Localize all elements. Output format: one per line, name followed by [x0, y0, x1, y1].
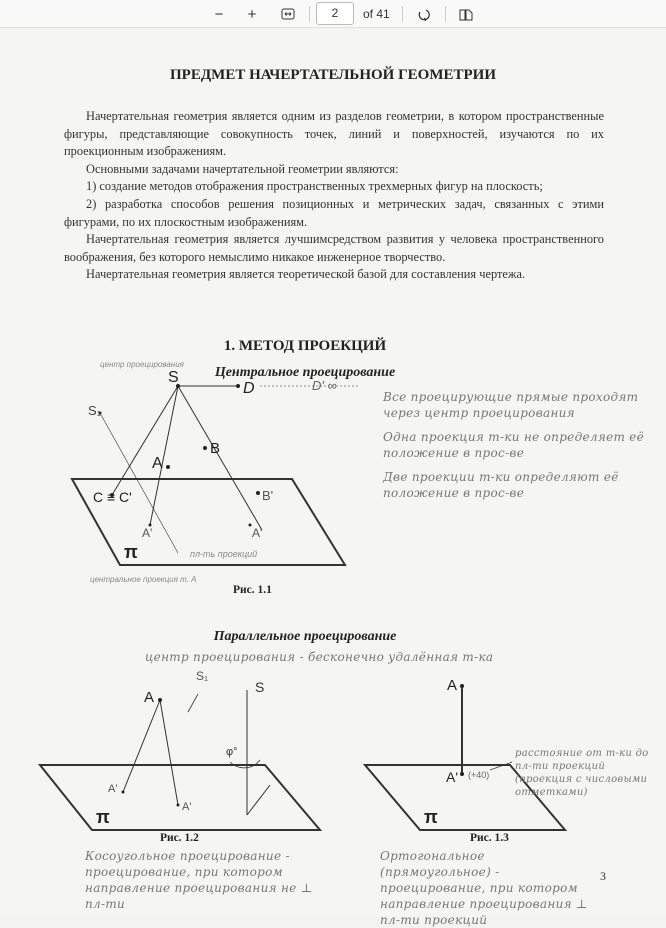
- fig3-height: (+40): [468, 770, 490, 780]
- label-b: B: [210, 440, 221, 457]
- label-b1: B': [262, 488, 274, 503]
- caption-fig-1-3: Рис. 1.3: [470, 832, 509, 844]
- label-a1: A': [142, 526, 153, 540]
- paragraph: Начертательная геометрия является теоретической базой для составления чертежа.: [86, 267, 526, 282]
- page-number: 3: [600, 869, 606, 883]
- subheading-parallel: Параллельное проецирование: [213, 629, 397, 644]
- label-s1: S₁: [88, 403, 102, 418]
- fig2-label-a1: A': [108, 783, 118, 795]
- fig2-label-a2: A': [182, 801, 192, 813]
- zoom-out-button[interactable]: −: [214, 5, 224, 23]
- pdf-page: [0, 29, 666, 927]
- handwritten-note: Две проекции т-ки определяют её положение в прос-ве: [383, 470, 619, 500]
- label-s: S: [168, 369, 179, 386]
- fig2-label-phi: φ°: [226, 746, 238, 758]
- zoom-in-button[interactable]: +: [247, 5, 257, 23]
- figure-1-1: [72, 360, 360, 584]
- paragraph: Основными задачами начертательной геометрии являются:: [86, 161, 399, 176]
- note-plane: пл-ть проекций: [190, 549, 258, 559]
- fig3-label-a: A: [447, 677, 458, 694]
- fig3-label-pi: π: [424, 807, 438, 827]
- fig2-label-a: A: [144, 689, 155, 706]
- paragraph: Начертательная геометрия является лучшимсредством развития у человека пространственного воображения, без которого немыслимо никакое инженерное творчество.: [64, 232, 604, 264]
- fig2-label-s1: S₁: [196, 669, 209, 683]
- handwritten-note: Одна проекция т-ки не определяет её положение в прос-ве: [383, 430, 645, 460]
- page-title: ПРЕДМЕТ НАЧЕРТАТЕЛЬНОЙ ГЕОМЕТРИИ: [170, 67, 496, 83]
- label-d: D: [243, 380, 255, 397]
- page-number-input[interactable]: 2: [316, 2, 354, 25]
- handwritten-note: центр проецирования - бесконечно удалённая т-ка: [145, 650, 494, 664]
- note-central: центральное проекция т. A: [90, 575, 197, 584]
- label-pi: π: [124, 542, 138, 562]
- label-d-infinity: D' ∞: [312, 378, 337, 393]
- fig2-label-s: S: [255, 679, 265, 695]
- label-a2: A': [252, 526, 263, 540]
- handwritten-note: расстояние от т-ки до пл-ти проекций (проекция с числовыми отметками): [515, 748, 649, 798]
- label-c: C ≡ C': [93, 489, 132, 505]
- handwritten-note: Все проецирующие прямые проходят через центр проецирования: [383, 390, 639, 420]
- handwritten-note: Косоугольное проецирование - проецирование, при котором направление проецирования не ⊥ пл-ти: [85, 849, 313, 911]
- paragraph: 2) разработка способов решения позиционных и метрических задач, связанных с этими фигурами, по их плоскостным изображениям.: [64, 196, 604, 229]
- subheading-central: Центральное проецирование: [214, 365, 396, 380]
- caption-fig-1-1: Рис. 1.1: [233, 584, 272, 596]
- paragraph: Начертательная геометрия является одним из разделов геометрии, в котором пространственные фигуры, представляющие совокупность точек, линий и поверхностей, изучаются по их проекционным изображениям.: [64, 109, 604, 159]
- paragraph: 1) создание методов отображения пространственных трехмерных фигур на плоскость;: [86, 179, 543, 194]
- section-heading: 1. МЕТОД ПРОЕКЦИЙ: [223, 338, 387, 354]
- handwritten-note: Ортогональное (прямоугольное) - проецирование, при котором направление проецирования ⊥ пл-ти проекций: [380, 849, 588, 927]
- caption-fig-1-2: Рис. 1.2: [160, 832, 199, 844]
- fig3-label-a1: A': [446, 769, 459, 785]
- figure-1-2: [40, 669, 320, 830]
- note-center: центр проецирования: [100, 360, 184, 369]
- page-count: of 41: [363, 7, 390, 21]
- label-a: A: [152, 455, 163, 472]
- fig2-label-pi: π: [96, 807, 110, 827]
